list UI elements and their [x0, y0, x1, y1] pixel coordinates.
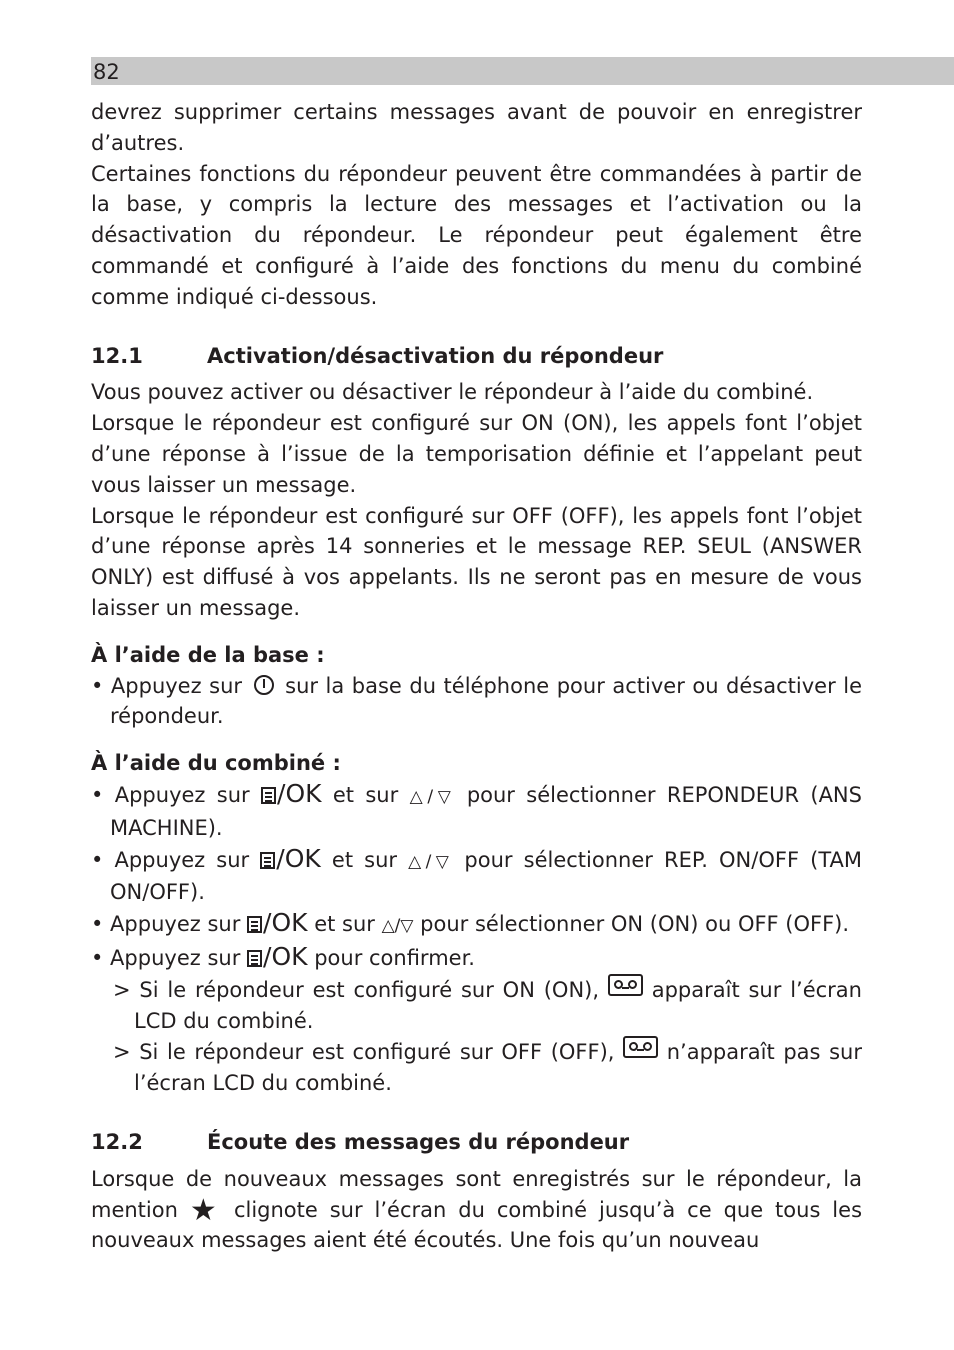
menu-icon	[261, 787, 276, 804]
bullet-text: pour confirmer.	[314, 945, 475, 970]
menu-icon	[260, 852, 275, 869]
answering-machine-icon	[608, 974, 643, 996]
bullet-text: • Appuyez sur	[91, 945, 241, 970]
s2-paragraph-1	[91, 1164, 862, 1256]
bullet-text: pour sélectionner REP. ON/OFF (TAM ON/OFF).	[110, 847, 862, 905]
menu-icon	[247, 916, 262, 933]
base-bullet	[91, 671, 862, 733]
bullet-text: et sur	[331, 847, 398, 872]
bullet-text: pour sélectionner ON (ON) ou OFF (OFF).	[420, 912, 850, 937]
header-bar	[91, 57, 954, 85]
star-icon: ★	[189, 1192, 223, 1228]
bullet-text: • Appuyez sur	[91, 912, 241, 937]
up-down-arrows-icon: △/▽	[409, 786, 456, 807]
s1-paragraph-1: Vous pouvez activer ou désactiver le répondeur à l’aide du combiné.	[91, 380, 814, 405]
handset-bullet-1	[91, 779, 862, 844]
menu-icon	[247, 950, 262, 967]
paragraph-text: Lorsque de nouveaux messages sont enregistrés sur le répondeur, la mention	[91, 1166, 862, 1222]
handset-bullet-3	[91, 908, 862, 942]
bullet-text: • Appuyez sur	[91, 847, 250, 872]
handset-subheading: À l’aide du combiné :	[91, 751, 341, 776]
bullet-text: • Appuyez sur	[91, 782, 250, 807]
section-title: Activation/désactivation du répondeur	[207, 343, 664, 368]
s1-paragraph-3: Lorsque le répondeur est configuré sur OFF (OFF), les appels font l’objet d’une réponse après 14 sonneries et le message REP. SEUL (ANSWER ONLY) est diffusé à vos appelants. Ils ne seront pas en mesure de vous laisser un message.	[91, 503, 862, 620]
ok-label: /OK	[263, 908, 308, 938]
bullet-text: • Appuyez sur	[91, 673, 243, 698]
paragraph-text: clignote sur l’écran du combiné jusqu’à ce que tous les nouveaux messages aient été écoutés. Une fois qu’un nouveau	[91, 1197, 863, 1253]
page-body	[91, 97, 862, 1256]
section-title: Écoute des messages du répondeur	[207, 1129, 630, 1154]
handset-bullet-2	[91, 844, 862, 909]
result-line-2	[91, 1036, 862, 1099]
ok-label: /OK	[263, 941, 308, 971]
bullet-text: et sur	[332, 782, 399, 807]
s1-paragraph-2: Lorsque le répondeur est configuré sur ON (ON), les appels font l’objet d’une réponse à l’issue de la temporisation définie et l’appelant peut vous laisser un message.	[91, 411, 862, 497]
result-text: > Si le répondeur est configuré sur OFF (OFF),	[113, 1040, 615, 1065]
base-subheading: À l’aide de la base :	[91, 642, 325, 667]
handset-bullet-4	[91, 942, 862, 974]
bullet-text: et sur	[314, 912, 375, 937]
intro-paragraph-2: Certaines fonctions du répondeur peuvent être commandées à partir de la base, y compris la lecture des messages et l’activation ou la désactivation du répondeur. Le répondeur peut également être commandé et configuré à l’aide des fonctions du menu du combiné comme indiqué ci-dessous.	[91, 161, 862, 309]
answering-machine-icon	[623, 1036, 658, 1058]
bullet-text: pour sélectionner REPONDEUR (ANS MACHINE).	[110, 782, 862, 840]
power-icon	[254, 675, 274, 695]
result-line-1	[91, 974, 862, 1037]
section-number: 12.2	[91, 1129, 143, 1154]
section-number: 12.1	[91, 343, 143, 368]
ok-label: /OK	[276, 843, 321, 873]
result-text: apparaît sur l’écran LCD du combiné.	[134, 977, 862, 1033]
section-12-2-heading	[91, 1127, 862, 1158]
ok-label: /OK	[277, 778, 322, 808]
result-text: n’apparaît pas sur l’écran LCD du combiné.	[134, 1040, 862, 1096]
page-number: 82	[93, 60, 120, 84]
result-text: > Si le répondeur est configuré sur ON (ON),	[113, 977, 600, 1002]
up-down-arrows-icon: △/▽	[381, 916, 414, 937]
up-down-arrows-icon: △/▽	[408, 851, 454, 872]
section-12-1-heading	[91, 341, 862, 372]
intro-paragraph-1: devrez supprimer certains messages avant de pouvoir en enregistrer d’autres.	[91, 100, 862, 155]
bullet-text: sur la base du téléphone pour activer ou désactiver le répondeur.	[110, 673, 862, 729]
